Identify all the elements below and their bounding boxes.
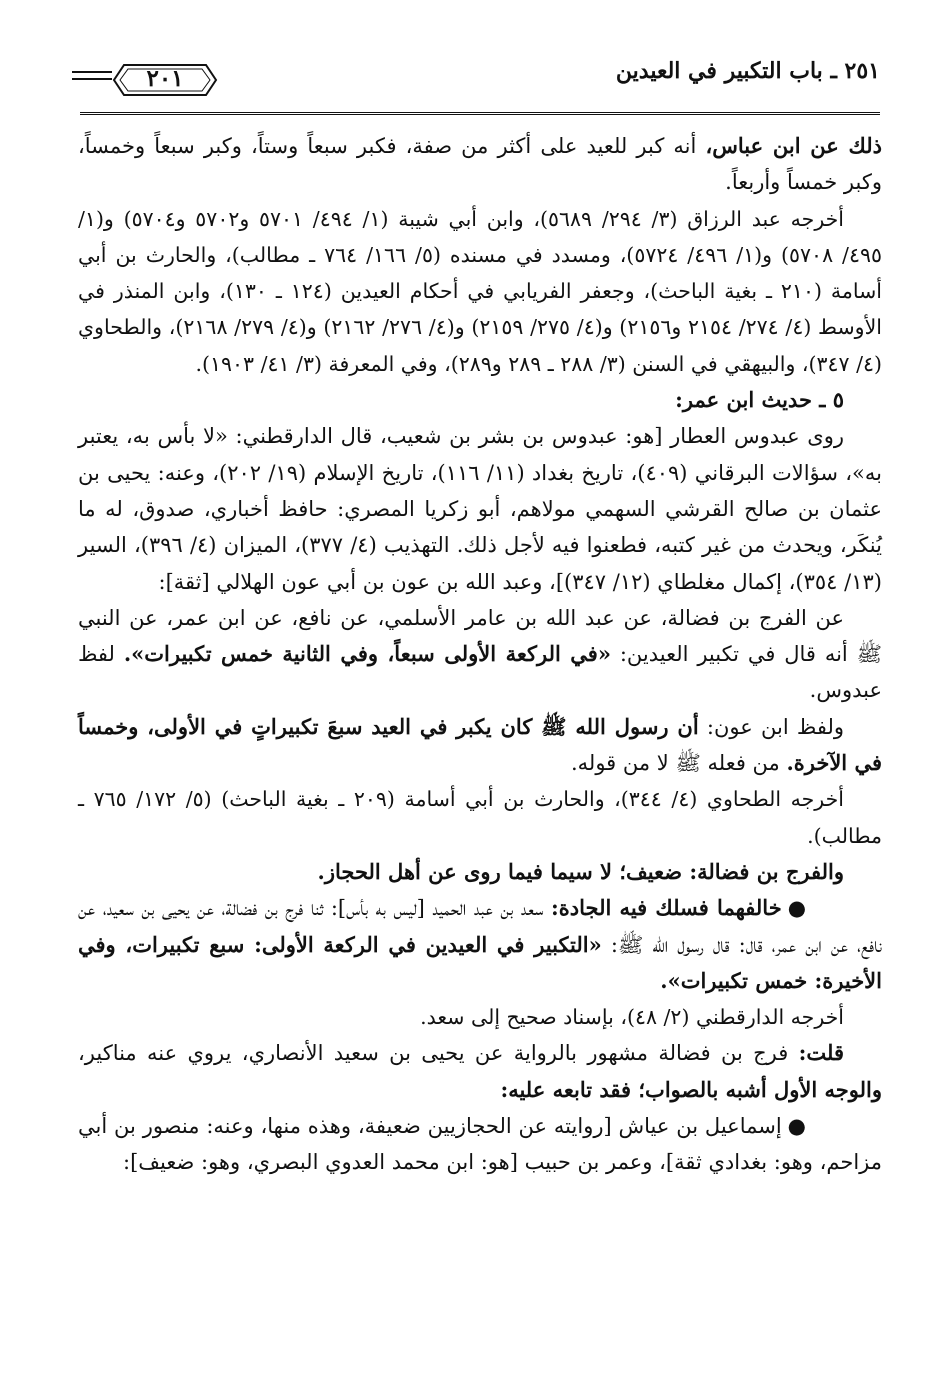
section-heading: ٥ ـ حديث ابن عمر:	[675, 387, 844, 413]
paragraph-4	[78, 600, 882, 709]
bold-phrase: ذلك عن ابن عباس،	[705, 133, 882, 158]
page-body	[78, 128, 882, 1181]
paragraph-1	[78, 128, 882, 201]
paragraph-5	[78, 709, 882, 782]
paragraph-3: روى عبدوس العطار [هو: عبدوس بن بشر بن شعيب، قال الدارقطني: «لا بأس به، يعتبر به»، سؤالات البرقاني (٤٠٩)، تاريخ بغداد (١١/ ١١٦)، تاريخ الإسلام (١٩/ ٢٠٢)، وعنه: يحيى بن عثمان بن صالح القرشي السهمي مولاهم، أبو زكريا المصري: حافظ أخباري، صدوق، له ما يُنكَر، ويحدث من غير كتبه، فطعنوا فيه لأجل ذلك. التهذيب (٤/ ٣٧٧)، الميزان (٤/ ٣٩٦)، السير (١٣/ ٣٥٤)، إكمال مغلطاي (١٢/ ٣٤٧)]، وعبد الله بن عون بن أبي عون الهلالي [ثقة]:	[78, 424, 882, 594]
page-header	[80, 52, 880, 110]
text-run: ولفظ ابن عون:	[698, 714, 844, 739]
text-run: من فعله ﷺ لا من قوله.	[570, 751, 787, 776]
paragraph-6: أخرجه الطحاوي (٤/ ٣٤٤)، والحارث بن أبي أسامة (٢٠٩ ـ بغية الباحث) (٥/ ١٧٢/ ٧٦٥ ـ مطالب).	[78, 787, 882, 848]
bold-phrase: قلت:	[798, 1040, 844, 1066]
paragraph-9: أخرجه الدارقطني (٢/ ٤٨)، بإسناد صحيح إلى سعد.	[420, 1005, 844, 1030]
bold-phrase: والوجه الأول أشبه بالصواب؛ فقد تابعه عليه:	[500, 1076, 882, 1102]
bullet-icon: ●	[787, 895, 807, 921]
paragraph-10	[78, 1035, 882, 1108]
text-run: لفظ عبدوس.	[78, 642, 882, 703]
hadith-text: «التكبير في العيدين في الركعة الأولى: سبع تكبيرات، وفي الأخيرة: خمس تكبيرات».	[78, 931, 882, 993]
page-number-frame	[110, 62, 220, 98]
paragraph-8	[78, 890, 882, 999]
paragraph-2: أخرجه عبد الرزاق (٣/ ٢٩٤/ ٥٦٨٩)، وابن أبي شيبة (١/ ٤٩٤/ ٥٧٠١ و٥٧٠٢ و٥٧٠٤) و(١/ ٤٩٥/ ٥٧٠٨) و(١/ ٤٩٦/ ٥٧٢٤)، ومسدد في مسنده (٥/ ١٦٦/ ٧٦٤ ـ مطالب)، والحارث بن أبي أسامة (٢١٠ ـ بغية الباحث)، وجعفر الفريابي في أحكام العيدين (١٢٤ ـ ١٣٠)، وابن المنذر في الأوسط (٤/ ٢٧٤/ ٢١٥٤ و٢١٥٦) و(٤/ ٢٧٥/ ٢١٥٩) و(٤/ ٢٧٦/ ٢١٦٢) و(٤/ ٢٧٩/ ٢١٦٨)، والطحاوي (٤/ ٣٤٧)، والبيهقي في السنن (٣/ ٢٨٨ ـ ٢٨٩ و٢٨٩)، وفي المعرفة (٣/ ٤١/ ١٩٠٣).	[78, 206, 882, 376]
text-run: عن الفرج بن فضالة، عن عبد الله بن عامر الأسلمي، عن نافع، عن ابن عمر، عن النبي ﷺ أنه قال في تكبير العيدين:	[78, 605, 882, 667]
hadith-text: «في الركعة الأولى سبعاً، وفي الثانية خمس تكبيرات».	[123, 641, 611, 667]
hadith-text: أن رسول الله ﷺ كان يكبر في العيد سبعَ تكبيراتٍ في الأولى، وخمساً في الآخرة.	[78, 713, 882, 776]
text-run: إسماعيل بن عياش [روايته عن الحجازيين ضعيفة، وهذه منها، وعنه: منصور بن أبي مزاحم، وهو: بغدادي ثقة]، وعمر بن حبيب [هو: ابن محمد العدوي البصري، وهو: ضعيف]:	[78, 1114, 882, 1175]
header-rule	[80, 112, 880, 115]
header-ornament	[72, 71, 112, 87]
paragraph-11	[78, 1108, 882, 1181]
bullet-icon: ●	[787, 1113, 806, 1139]
text-run: فرج بن فضالة مشهور بالرواية عن يحيى بن سعيد الأنصاري، يروي عنه مناكير،	[78, 1041, 799, 1066]
text-run: أنه كبر للعيد على أكثر من صفة، فكبر سبعاً وستاً، وكبر سبعاً وخمساً، وكبر خمساً وأربعاً.	[78, 134, 882, 195]
page-number: ٢٠١	[146, 65, 184, 92]
bold-phrase: خالفهما فسلك فيه الجادة:	[551, 895, 782, 921]
paragraph-7: والفرج بن فضالة: ضعيف؛ لا سيما فيما روى عن أهل الحجاز.	[317, 858, 844, 884]
chapter-title: ٢٥١ ـ باب التكبير في العيدين	[615, 58, 880, 84]
text-run: سعد بن عبد الحميد [ليس به بأس]: ثنا فرج بن فضالة، عن يحيى بن سعيد، عن نافع، عن ابن عمر، قال: قال رسول الله ﷺ:	[78, 896, 882, 957]
